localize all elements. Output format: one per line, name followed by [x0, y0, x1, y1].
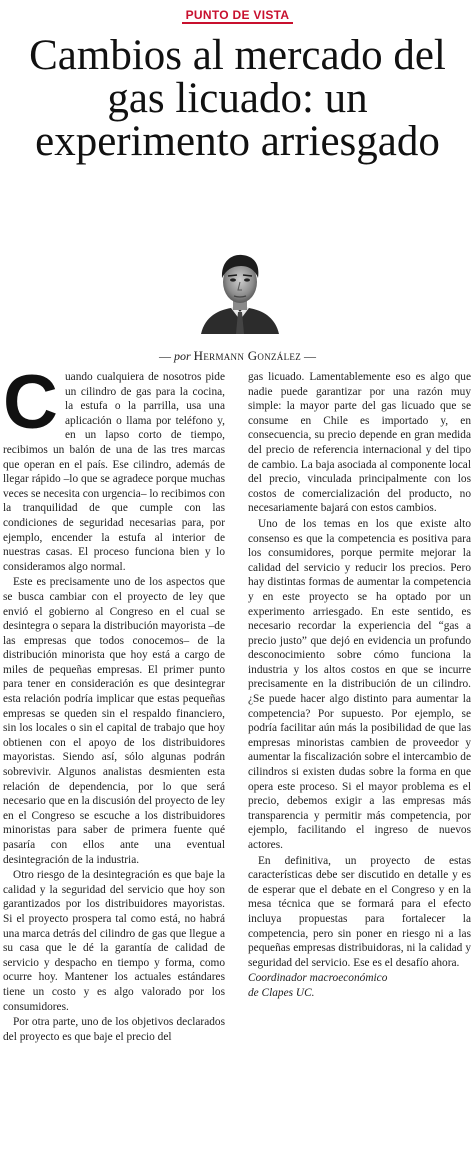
section-label-wrap	[0, 4, 475, 24]
article-paragraph: gas licuado. Lamentablemente eso es algo que nadie puede garantizar por una razón muy simple: la mayor parte del gas licuado que se consume en Chile es importado y, en consecuencia, su precio depende en gran medida del precio de referencia internacional y del tipo de cambio. La baja asociada al componente local del precio, vinculada principalmente con los costos de comercialización del producto, no necesariamente bajará con estos cambios.	[248, 371, 471, 515]
article-paragraph: En definitiva, un proyecto de estas características debe ser discutido en detalle y es de esperar que el debate en el Congreso y en la mesa técnica que se formará para el efecto incluya propuestas para fortalecer la competencia, pero sin poner en riesgo ni a las pequeñas empresas distribuidoras, ni la calidad y seguridad del servicio. Ese es el desafío ahora.	[248, 854, 471, 969]
signature-line-2: de Clapes UC.	[248, 987, 315, 1000]
byline	[0, 348, 475, 364]
paragraph-text: uando cualquiera de nosotros pide un cilindro de gas para la cocina, la estufa o la parrilla, usa una aplicación o llama por teléfono y, en un lapso corto de tiempo, recibimos un balón de una de las tres marcas que operan en el país. Ese cilindro, además de llegar rápido –lo que se agradece porque muchas veces se necesita con urgencia– lo recibimos con la tranquilidad de que cumple con las condiciones de seguridad necesarias para, por ejemplo, encender la estufa al interior de nuestras casas. El proceso funciona bien y lo consideramos algo normal.	[3, 371, 225, 573]
signature-line-1: Coordinador macroeconómico	[248, 972, 388, 985]
article-paragraph: Por otra parte, uno de los objetivos declarados del proyecto es que baje el precio del	[3, 1016, 225, 1043]
byline-dash-left: —	[159, 349, 171, 363]
article-column-left	[3, 360, 225, 1045]
article-paragraph: Este es precisamente uno de los aspectos que se busca cambiar con el proyecto de ley que envió el gobierno al Congreso en el cual se desintegra o separa la distribución mayorista –de las empresas que todos conocemos– de la distribución minorista que hoy está a cargo de miles de pequeñas empresas. El primer punto para tener en consideración es que desintegrar esta relación podría implicar que estas pequeñas empresas se queden sin el respaldo financiero, sin los locales o sin el capital de trabajo que hoy obtienen con el apoyo de los distribuidores mayoristas. Siendo así, sólo algunas podrán sobrevivir. Algunos analistas desmienten esta relación de dependencia, por lo que será necesario que en la discusión del proyecto de ley en el Congreso se escuche a los distribuidores minoristas para saber de primera fuente qué pasaría con ellos ante una eventual desintegración de la industria.	[3, 576, 225, 866]
article-paragraph: Uno de los temas en los que existe alto consenso es que la competencia es positiva para los consumidores, porque permite mejorar la calidad del servicio y reducir los precios. Pero hay distintas formas de aumentar la competencia y en este proyecto se ha optado por un experimento arriesgado. En este sentido, es necesario recordar la experiencia del “gas a precio justo” que dejó en evidencia un profundo desconocimiento sobre cómo funciona la industria y los altos costos en que se incurre precisamente en la distribución de un cilindro. ¿Se puede hacer algo distinto para aumentar la competencia? Por supuesto. Por ejemplo, se podría facilitar aún más la posibilidad de que las empresas minoristas cambien de proveedor y aumentar la fiscalización sobre el intercambio de cilindros si existen dudas sobre la forma en que opera este proceso. Si el mayor problema es el precio, debemos exigir a las empresas más transparencia y permitir más competencia, por ejemplo, facilitando el ingreso de nuevos actores.	[248, 517, 471, 851]
byline-por: por	[174, 349, 191, 363]
section-label: PUNTO DE VISTA	[182, 8, 294, 24]
author-name: Hermann González	[193, 348, 301, 363]
headline: Cambios al mercado del gas licuado: un experimento arriesgado	[29, 32, 446, 165]
article-paragraph: Otro riesgo de la desintegración es que baje la calidad y la seguridad del servicio que hoy son garantizados por los distribuidores mayoristas. Si el proyecto prospera tal como está, no habrá una marca detrás del cilindro de gas que llegue a su casa que le dé la garantía de calidad de servicio y despacho en tiempo y forma, como ocurre hoy. Mantener los actuales estándares tiene un costo y es algo valorado por los consumidores.	[3, 869, 225, 1013]
drop-cap: C	[3, 360, 58, 445]
author-signature	[248, 971, 471, 1001]
article-paragraph	[3, 360, 225, 574]
article-column-right	[248, 370, 471, 1002]
author-portrait	[197, 248, 283, 334]
byline-dash-right: —	[304, 349, 316, 363]
